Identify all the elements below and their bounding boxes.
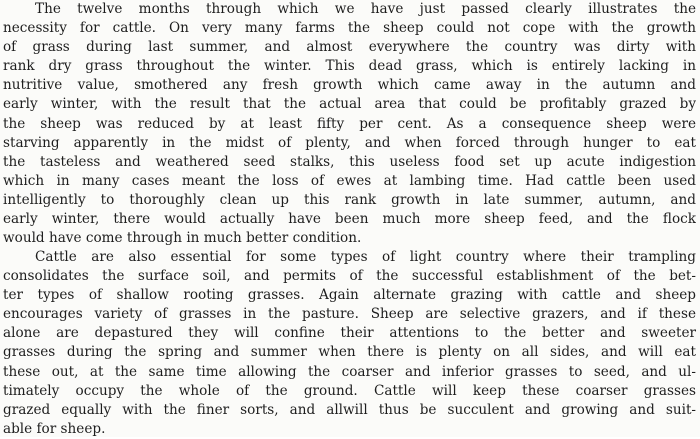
text-line: starving apparently in the midst of plenty, and when forced through hunger to eat	[3, 134, 696, 151]
text-line: nutritive value, smothered any fresh growth which came away in the autumn and	[3, 77, 696, 94]
paragraph-1	[3, 0, 696, 248]
text-line: timately occupy the whole of the ground. Cattle will keep these coarser grasses	[3, 382, 696, 399]
text-line: early winter, with the result that the actual area that could be profitably grazed by	[3, 96, 696, 113]
text-line: necessity for cattle. On very many farms the sheep could not cope with the growth	[3, 20, 696, 37]
text-line: of grass during last summer, and almost everywhere the country was dirty with	[3, 39, 696, 56]
text-line: The twelve months through which we have just passed clearly illustrates the	[35, 1, 696, 17]
text-line: ter types of shallow rooting grasses. Again alternate grazing with cattle and sheep	[3, 287, 696, 304]
text-line: intelligently to thoroughly clean up this rank growth in late summer, autumn, and	[3, 191, 696, 208]
text-line: alone are depastured they will confine their attentions to the better and sweeter	[3, 325, 696, 342]
text-line: would have come through in much better condition.	[3, 230, 362, 247]
text-line: able for sheep.	[3, 420, 106, 437]
paragraph-2	[3, 248, 696, 439]
text-line: consolidates the surface soil, and permits of the successful establishment of the bet-	[3, 268, 696, 285]
text-line: the sheep was reduced by at least fifty per cent. As a consequence sheep were	[3, 115, 696, 132]
text-line: grazed equally with the finer sorts, and allwill thus be succulent and growing and suit-	[3, 401, 696, 418]
text-line: rank dry grass throughout the winter. This dead grass, which is entirely lacking in	[3, 58, 696, 75]
text-line: Cattle are also essential for some types of light country where their trampling	[35, 249, 696, 265]
text-line: encourages variety of grasses in the pasture. Sheep are selective grazers, and if these	[3, 306, 696, 323]
text-line: which in many cases meant the loss of ewes at lambing time. Had cattle been used	[3, 172, 696, 189]
text-line: the tasteless and weathered seed stalks, this useless food set up acute indigestion	[3, 153, 696, 170]
text-line: early winter, there would actually have been much more sheep feed, and the flock	[3, 211, 696, 228]
text-line: grasses during the spring and summer when there is plenty on all sides, and will eat	[3, 344, 696, 361]
text-line: these out, at the same time allowing the coarser and inferior grasses to seed, and ul-	[3, 363, 696, 380]
